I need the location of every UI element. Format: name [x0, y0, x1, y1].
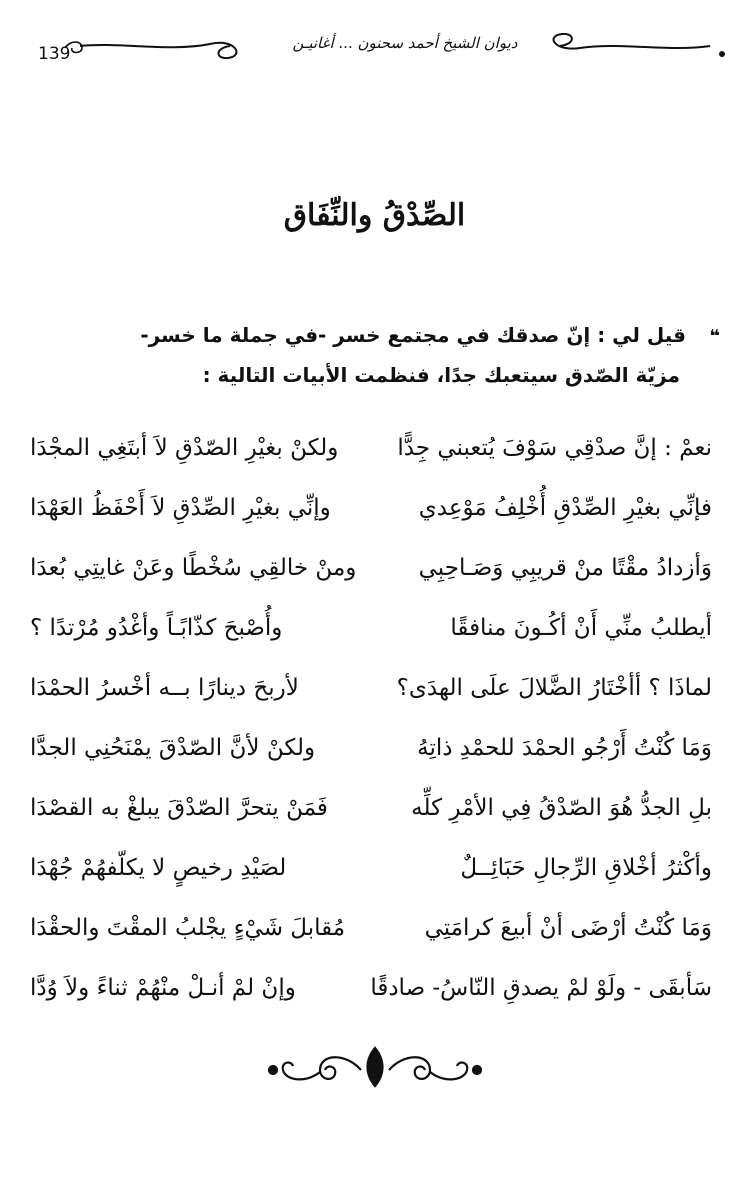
verse-first-hemistich: بلِ الجدُّ هُوَ الصّدْقُ فِي الأمْرِ كلِّه [411, 795, 712, 821]
verse-first-hemistich: فإنِّي بغيْرِ الصِّدْقِ أُخْلِفُ مَوْعِدي [418, 495, 712, 521]
verse [30, 898, 720, 958]
verse-first-hemistich: سَأبقَى - ولَوْ لمْ يصدقِ النّاسُ- صادقًا [370, 975, 712, 1001]
ornament-icon [265, 1040, 485, 1100]
poem-title: الصِّدْقُ والنِّفَاق [283, 198, 466, 233]
verse-second-hemistich: لأربحَ دينارًا بــه أخْسرُ الحمْدَا [30, 675, 299, 701]
verse [30, 538, 720, 598]
verse-first-hemistich: وَمَا كُنْتُ أرْضَى أنْ أبيعَ كرامَتِي [424, 915, 712, 941]
header-flourish [20, 22, 730, 82]
verse-first-hemistich: أيطلبُ منِّي أَنْ أكُـونَ منافقًا [450, 615, 712, 641]
verse-first-hemistich: وَأزدادُ مقْتًا منْ قريبِي وَصَـاحِبِي [418, 555, 712, 581]
page-header [20, 22, 730, 82]
verse-second-hemistich: وإنْ لمْ أنـلْ منْهُمْ ثناءً ولاَ وُدَّا [30, 975, 296, 1001]
verse [30, 778, 720, 838]
verse-first-hemistich: نعمْ : إنَّ صدْقِي سَوْفَ يُتعبني جِدًّا [397, 435, 712, 461]
verses [30, 418, 720, 1018]
verse-second-hemistich: لصَيْدِ رخيصٍ لا يكلّفهُمْ جُهْدَا [30, 855, 287, 881]
verse [30, 958, 720, 1018]
verse [30, 838, 720, 898]
verse [30, 418, 720, 478]
verse-second-hemistich: فَمَنْ يتحرَّ الصّدْقَ يبلغْ به القصْدَا [30, 795, 328, 821]
verse-first-hemistich: لماذَا ؟ أأخْتَارُ الضَّلالَ علَى الهدَى؟ [396, 675, 712, 701]
verse-second-hemistich: ولكنْ لأنَّ الصّدْقَ يمْنَحُنِي الجدَّا [30, 735, 316, 761]
verse [30, 718, 720, 778]
intro-line-1 [30, 315, 720, 355]
running-title: ديوان الشيخ أحمد سحنون ... أغانيـن [292, 34, 518, 52]
verse-first-hemistich: وَمَا كُنْتُ أَرْجُو الحمْدَ للحمْدِ ذاتِهُ [417, 735, 712, 761]
quote-mark-icon: ❝ [709, 326, 720, 347]
verse [30, 658, 720, 718]
poem-intro [30, 315, 720, 395]
verse-second-hemistich: مُقابلَ شَيْءٍ يجْلبُ المقْتَ والحقْدَا [30, 915, 346, 941]
verse [30, 478, 720, 538]
page-number: 139 [38, 44, 71, 64]
intro-line-2: مزيّة الصّدق سيتعبك جدًا، فنظمت الأبيات التالية : [202, 363, 680, 387]
verse-second-hemistich: وإنِّي بغيْرِ الصِّدْقِ لاَ أَحْفَظُ العَهْدَا [30, 495, 331, 521]
verse [30, 598, 720, 658]
verse-second-hemistich: ولكنْ بغيْرِ الصّدْقِ لاَ أبتَغِي المجْدَا [30, 435, 339, 461]
verse-first-hemistich: وأكْثرُ أخْلاقِ الرِّجالِ حَبَائِــلٌ [460, 855, 712, 881]
verse-second-hemistich: ومنْ خالقِي سُخْطًا وعَنْ غايتِي بُعدَا [30, 555, 357, 581]
verse-second-hemistich: وأُصْبحَ كذّابًـاً وأغْدُو مُرْتدًا ؟ [30, 615, 283, 641]
intro-line-1-text: قيل لي : إنّ صدقك في مجتمع خسر -في جملة ما خسر- [140, 323, 686, 347]
